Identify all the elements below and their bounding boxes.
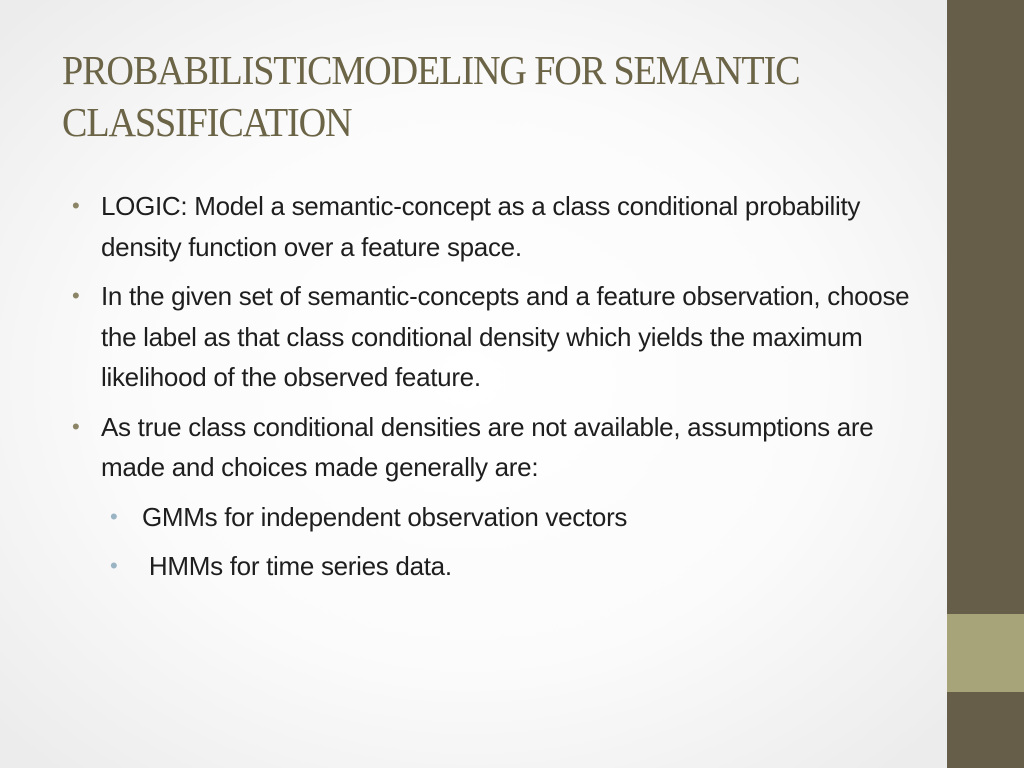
sub-bullet-dot-icon: •: [110, 553, 118, 578]
side-accent-block: [947, 614, 1024, 692]
sub-bullet-text: HMMs for time series data.: [142, 551, 452, 581]
sub-bullet-text: GMMs for independent observation vectors: [142, 501, 628, 532]
bullet-text: As true class conditional densities are not available, assumptions are made and choices made generally are:: [101, 411, 874, 482]
bullet-dot-icon: •: [72, 283, 80, 308]
bullet-text: In the given set of semantic-concepts and a feature observation, choose the label as that class conditional density which yields the maximum likelihood of the observed feature.: [101, 281, 910, 392]
bullet-item: [72, 407, 912, 488]
bullet-item: [72, 186, 912, 267]
bullet-dot-icon: •: [72, 193, 80, 218]
sub-bullet-item: [72, 546, 912, 587]
bullet-text: LOGIC: Model a semantic-concept as a class conditional probability density function over a feature space.: [101, 191, 861, 262]
bullet-dot-icon: •: [72, 413, 80, 439]
slide-title: PROBABILISTICMODELING FOR SEMANTIC CLASSIFICATION: [62, 47, 800, 145]
sub-bullet-item: [72, 497, 912, 538]
sub-bullet-dot-icon: •: [110, 503, 118, 529]
slide-body: [72, 186, 912, 596]
bullet-item: [72, 276, 912, 398]
